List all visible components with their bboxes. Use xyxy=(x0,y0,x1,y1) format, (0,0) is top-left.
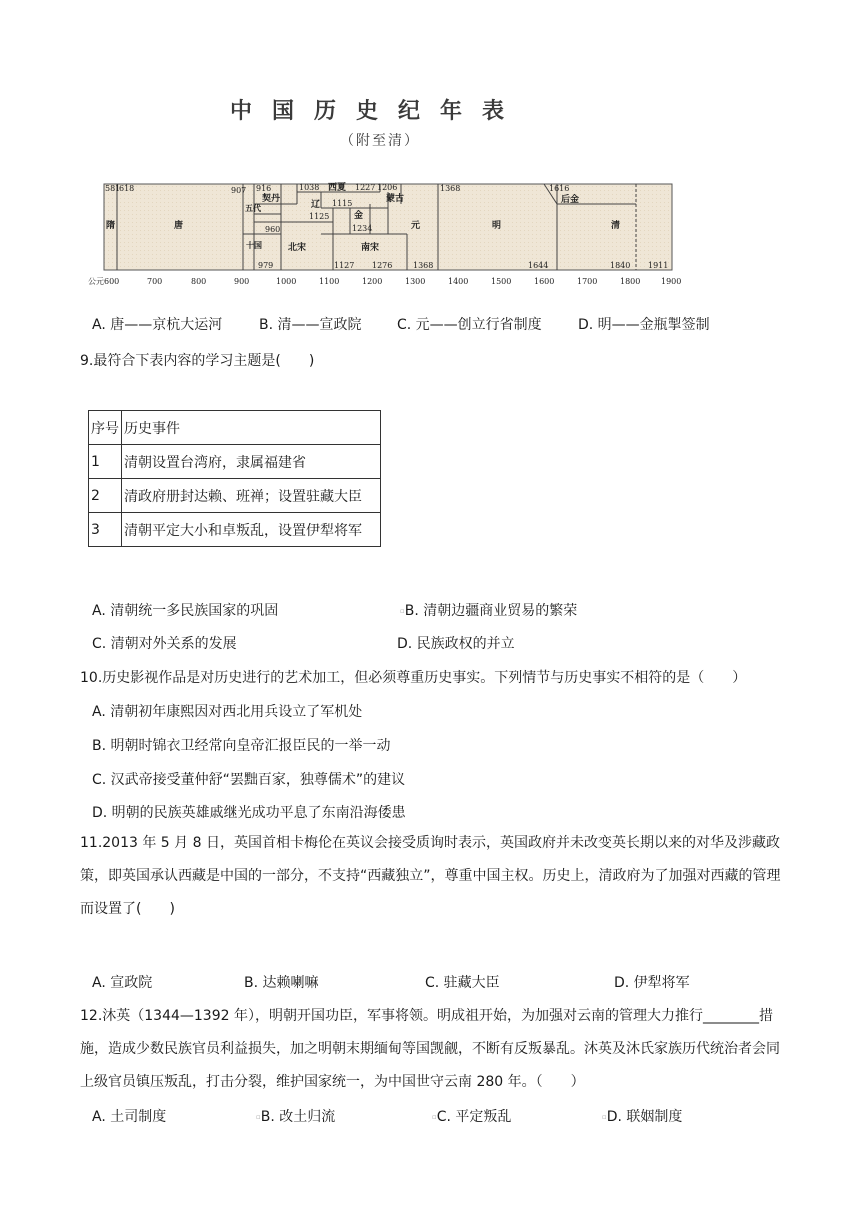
dynasty-nansong: 南宋 xyxy=(361,243,380,253)
dynasty-beisong: 北宋 xyxy=(288,243,307,253)
q9-option-b xyxy=(400,601,577,621)
q10-option-b: B. 明朝时锦衣卫经常向皇帝汇报臣民的一举一动 xyxy=(92,738,391,754)
option-marker-icon: ▫ xyxy=(432,1113,437,1121)
year-1227: 1227 xyxy=(355,183,376,192)
q12-option-d-label: D. 联姻制度 xyxy=(606,1109,683,1125)
year-1038: 1038 xyxy=(299,183,320,192)
tick-1700: 1700 xyxy=(577,277,598,286)
table-row xyxy=(89,513,381,547)
year-1911: 1911 xyxy=(648,261,669,270)
q8-option-d: D. 明——金瓶掣签制 xyxy=(578,317,710,333)
year-907: 907 xyxy=(231,186,247,195)
q11-option-b: B. 达赖喇嘛 xyxy=(244,975,319,991)
q11-option-d: D. 伊犁将军 xyxy=(614,975,690,991)
dynasty-liao: 辽 xyxy=(311,200,321,210)
header-index: 序号 xyxy=(89,411,122,445)
dynasty-menggu: 蒙古 xyxy=(386,194,405,204)
row-index: 3 xyxy=(89,513,122,547)
q9-option-b-label: B. 清朝边疆商业贸易的繁荣 xyxy=(404,603,578,619)
year-1115: 1115 xyxy=(332,199,353,208)
row-index: 2 xyxy=(89,479,122,513)
dynasty-timeline xyxy=(88,178,688,290)
q9-stem: 9.最符合下表内容的学习主题是( ) xyxy=(80,353,315,369)
tick-1500: 1500 xyxy=(491,277,512,286)
year-1616: 1616 xyxy=(549,184,570,193)
q10-option-c: C. 汉武帝接受董仲舒“罢黜百家，独尊儒术”的建议 xyxy=(92,772,406,788)
q11-stem: 11.2013 年 5 月 8 日，英国首相卡梅伦在英议会接受质询时表示，英国政府并未改变英长期以来的对华及涉藏政策，即英国承认西藏是中国的一部分，不支持“西藏独立”，尊重中国主权。历史上，清政府为了加强对西藏的管理而设置了( ) xyxy=(80,835,781,917)
year-1125: 1125 xyxy=(309,212,330,221)
year-1206: 1206 xyxy=(377,183,398,192)
year-1840: 1840 xyxy=(610,261,631,270)
header-event: 历史事件 xyxy=(122,411,381,445)
chart-title: 中国历史纪年表 xyxy=(230,98,525,124)
q9-option-c: C. 清朝对外关系的发展 xyxy=(92,636,237,652)
option-marker-icon: ▫ xyxy=(256,1113,261,1121)
table-row xyxy=(89,445,381,479)
row-event: 清政府册封达赖、班禅；设置驻藏大臣 xyxy=(122,479,381,513)
q12-option-b xyxy=(256,1107,335,1127)
row-event: 清朝平定大小和卓叛乱，设置伊犁将军 xyxy=(122,513,381,547)
q9-option-a: A. 清朝统一多民族国家的巩固 xyxy=(92,603,279,619)
row-event: 清朝设置台湾府，隶属福建省 xyxy=(122,445,381,479)
q11-option-a: A. 宣政院 xyxy=(92,975,153,991)
table-row xyxy=(89,479,381,513)
q12-option-c xyxy=(432,1107,511,1127)
option-marker-icon: ▫ xyxy=(602,1113,607,1121)
dynasty-jin: 金 xyxy=(354,211,364,221)
year-979: 979 xyxy=(258,261,274,270)
tick-1200: 1200 xyxy=(362,277,383,286)
q12-stem: 12.沐英（1344—1392 年），明朝开国功臣，军事将领。明成祖开始，为加强对云南的管理大力推行________措施，造成少数民族官员利益损失，加之明朝末期缅甸等国觊觎，不断有反叛暴乱。沐英及沐氏家族历代统治者会同上级官员镇压叛乱，打击分裂，维护国家统一，为中国世守云南 280 年。（ ） xyxy=(80,1008,780,1090)
dynasty-qidan: 契丹 xyxy=(262,194,281,204)
year-1127: 1127 xyxy=(334,261,355,270)
row-index: 1 xyxy=(89,445,122,479)
year-916: 916 xyxy=(256,184,272,193)
dynasty-sui: 隋 xyxy=(106,221,116,231)
dynasty-shiguo: 十国 xyxy=(246,240,262,250)
tick-1600: 1600 xyxy=(534,277,555,286)
tick-1400: 1400 xyxy=(448,277,469,286)
year-581: 581 xyxy=(105,184,121,193)
year-1644: 1644 xyxy=(528,261,549,270)
q10-stem: 10.历史影视作品是对历史进行的艺术加工，但必须尊重历史事实。下列情节与历史事实不相符的是（ ） xyxy=(80,670,747,686)
tick-900: 900 xyxy=(234,277,250,286)
q9-events-table xyxy=(88,410,381,547)
table-header-row xyxy=(89,411,381,445)
year-1234: 1234 xyxy=(352,224,373,233)
tick-1300: 1300 xyxy=(405,277,426,286)
q12-option-a: A. 土司制度 xyxy=(92,1109,167,1125)
tick-700: 700 xyxy=(147,277,163,286)
q12-option-b-label: B. 改土归流 xyxy=(260,1109,336,1125)
q8-option-c: C. 元——创立行省制度 xyxy=(397,317,542,333)
dynasty-xixia: 西夏 xyxy=(328,183,347,193)
q9-option-d: D. 民族政权的并立 xyxy=(397,636,515,652)
year-1368b: 1368 xyxy=(413,261,434,270)
year-618: 618 xyxy=(119,184,135,193)
q12-option-c-label: C. 平定叛乱 xyxy=(436,1109,512,1125)
q12-option-d xyxy=(602,1107,682,1127)
tick-1900: 1900 xyxy=(661,277,682,286)
q8-option-a: A. 唐——京杭大运河 xyxy=(92,317,223,333)
dynasty-ming: 明 xyxy=(492,221,502,231)
chart-subtitle: （附至清） xyxy=(340,133,420,149)
option-marker-icon: ▫ xyxy=(400,607,405,615)
q11-option-c: C. 驻藏大臣 xyxy=(425,975,500,991)
dynasty-houjin: 后金 xyxy=(561,195,580,205)
axis-prefix: 公元 xyxy=(88,277,104,286)
tick-1100: 1100 xyxy=(319,277,340,286)
q10-option-d: D. 明朝的民族英雄戚继光成功平息了东南沿海倭患 xyxy=(92,805,406,821)
tick-600: 600 xyxy=(104,277,120,286)
dynasty-wudai: 五代 xyxy=(245,203,261,213)
year-1368a: 1368 xyxy=(440,184,461,193)
year-1276: 1276 xyxy=(372,261,393,270)
dynasty-qing: 清 xyxy=(611,221,621,231)
q8-option-b: B. 清——宣政院 xyxy=(259,317,362,333)
tick-1000: 1000 xyxy=(276,277,297,286)
q10-option-a: A. 清朝初年康熙因对西北用兵设立了军机处 xyxy=(92,704,363,720)
dynasty-yuan: 元 xyxy=(411,221,421,231)
tick-800: 800 xyxy=(191,277,207,286)
tick-1800: 1800 xyxy=(620,277,641,286)
dynasty-tang: 唐 xyxy=(174,221,184,231)
year-960: 960 xyxy=(265,225,281,234)
